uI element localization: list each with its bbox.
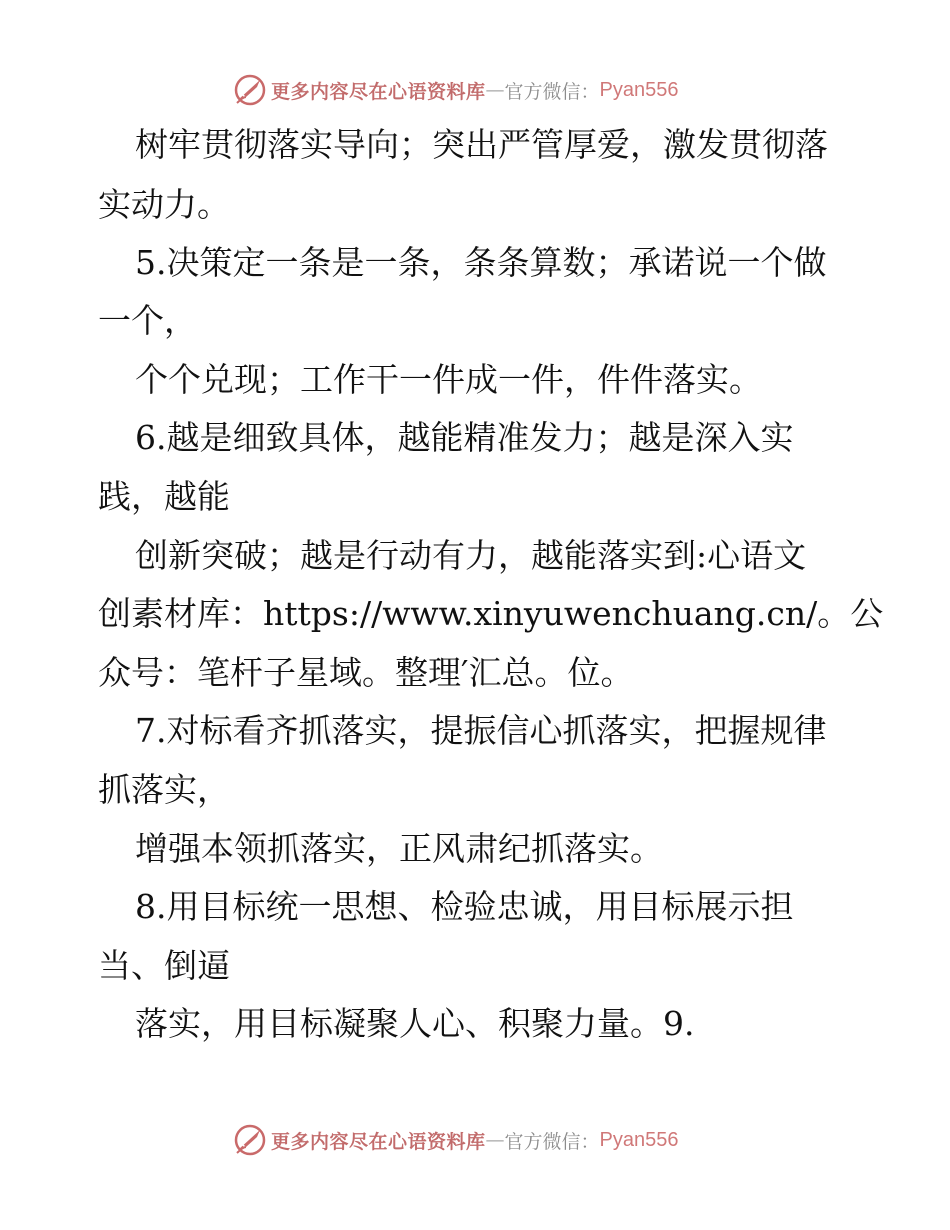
text-line: 8.用目标统一思想、检验忠诚，用目标展示担: [135, 887, 794, 926]
text-line: 个个兑现；工作干一件成一件，件件落实。: [135, 360, 762, 399]
text-line: 践，越能: [98, 477, 230, 516]
watermark-label: 官方微信：: [504, 1130, 600, 1153]
text-line: 创素材库：https://www.xinyuwenchuang.cn/。公: [98, 594, 884, 633]
text-line: 树牢贯彻落实导向；突出严管厚爱，激发贯彻落: [135, 125, 828, 164]
text-line: 7.对标看齐抓落实，提振信心抓落实，把握规律: [135, 711, 827, 750]
text-line: 当、倒逼: [98, 946, 230, 985]
text-line: 一个，: [98, 301, 197, 340]
footer-watermark: [233, 1120, 679, 1160]
watermark-account: Pyan556: [599, 1128, 679, 1151]
quill-pen-logo-icon: [233, 73, 267, 107]
text-line: 创新突破；越是行动有力，越能落实到:心语文: [135, 536, 807, 575]
watermark-account: Pyan556: [599, 78, 679, 101]
watermark-dash: —: [485, 1129, 505, 1151]
watermark-label: 官方微信：: [504, 80, 600, 103]
text-line: 众号：笔杆子星域。整理′汇总。位。: [98, 653, 634, 692]
watermark-dash: —: [485, 79, 505, 101]
text-line: 增强本领抓落实，正风肃纪抓落实。: [135, 829, 663, 868]
text-line: 6.越是细致具体，越能精准发力；越是深入实: [135, 418, 794, 457]
text-line: 落实，用目标凝聚人心、积聚力量。9.: [135, 1004, 695, 1043]
text-line: 抓落实，: [98, 770, 230, 809]
text-line: 实动力。: [98, 185, 230, 224]
watermark-text: 更多内容尽在心语资料库: [271, 1130, 486, 1153]
quill-pen-logo-icon: [233, 1123, 267, 1157]
header-watermark: [233, 70, 679, 110]
watermark-text: 更多内容尽在心语资料库: [271, 80, 486, 103]
text-line: 5.决策定一条是一条，条条算数；承诺说一个做: [135, 243, 827, 282]
